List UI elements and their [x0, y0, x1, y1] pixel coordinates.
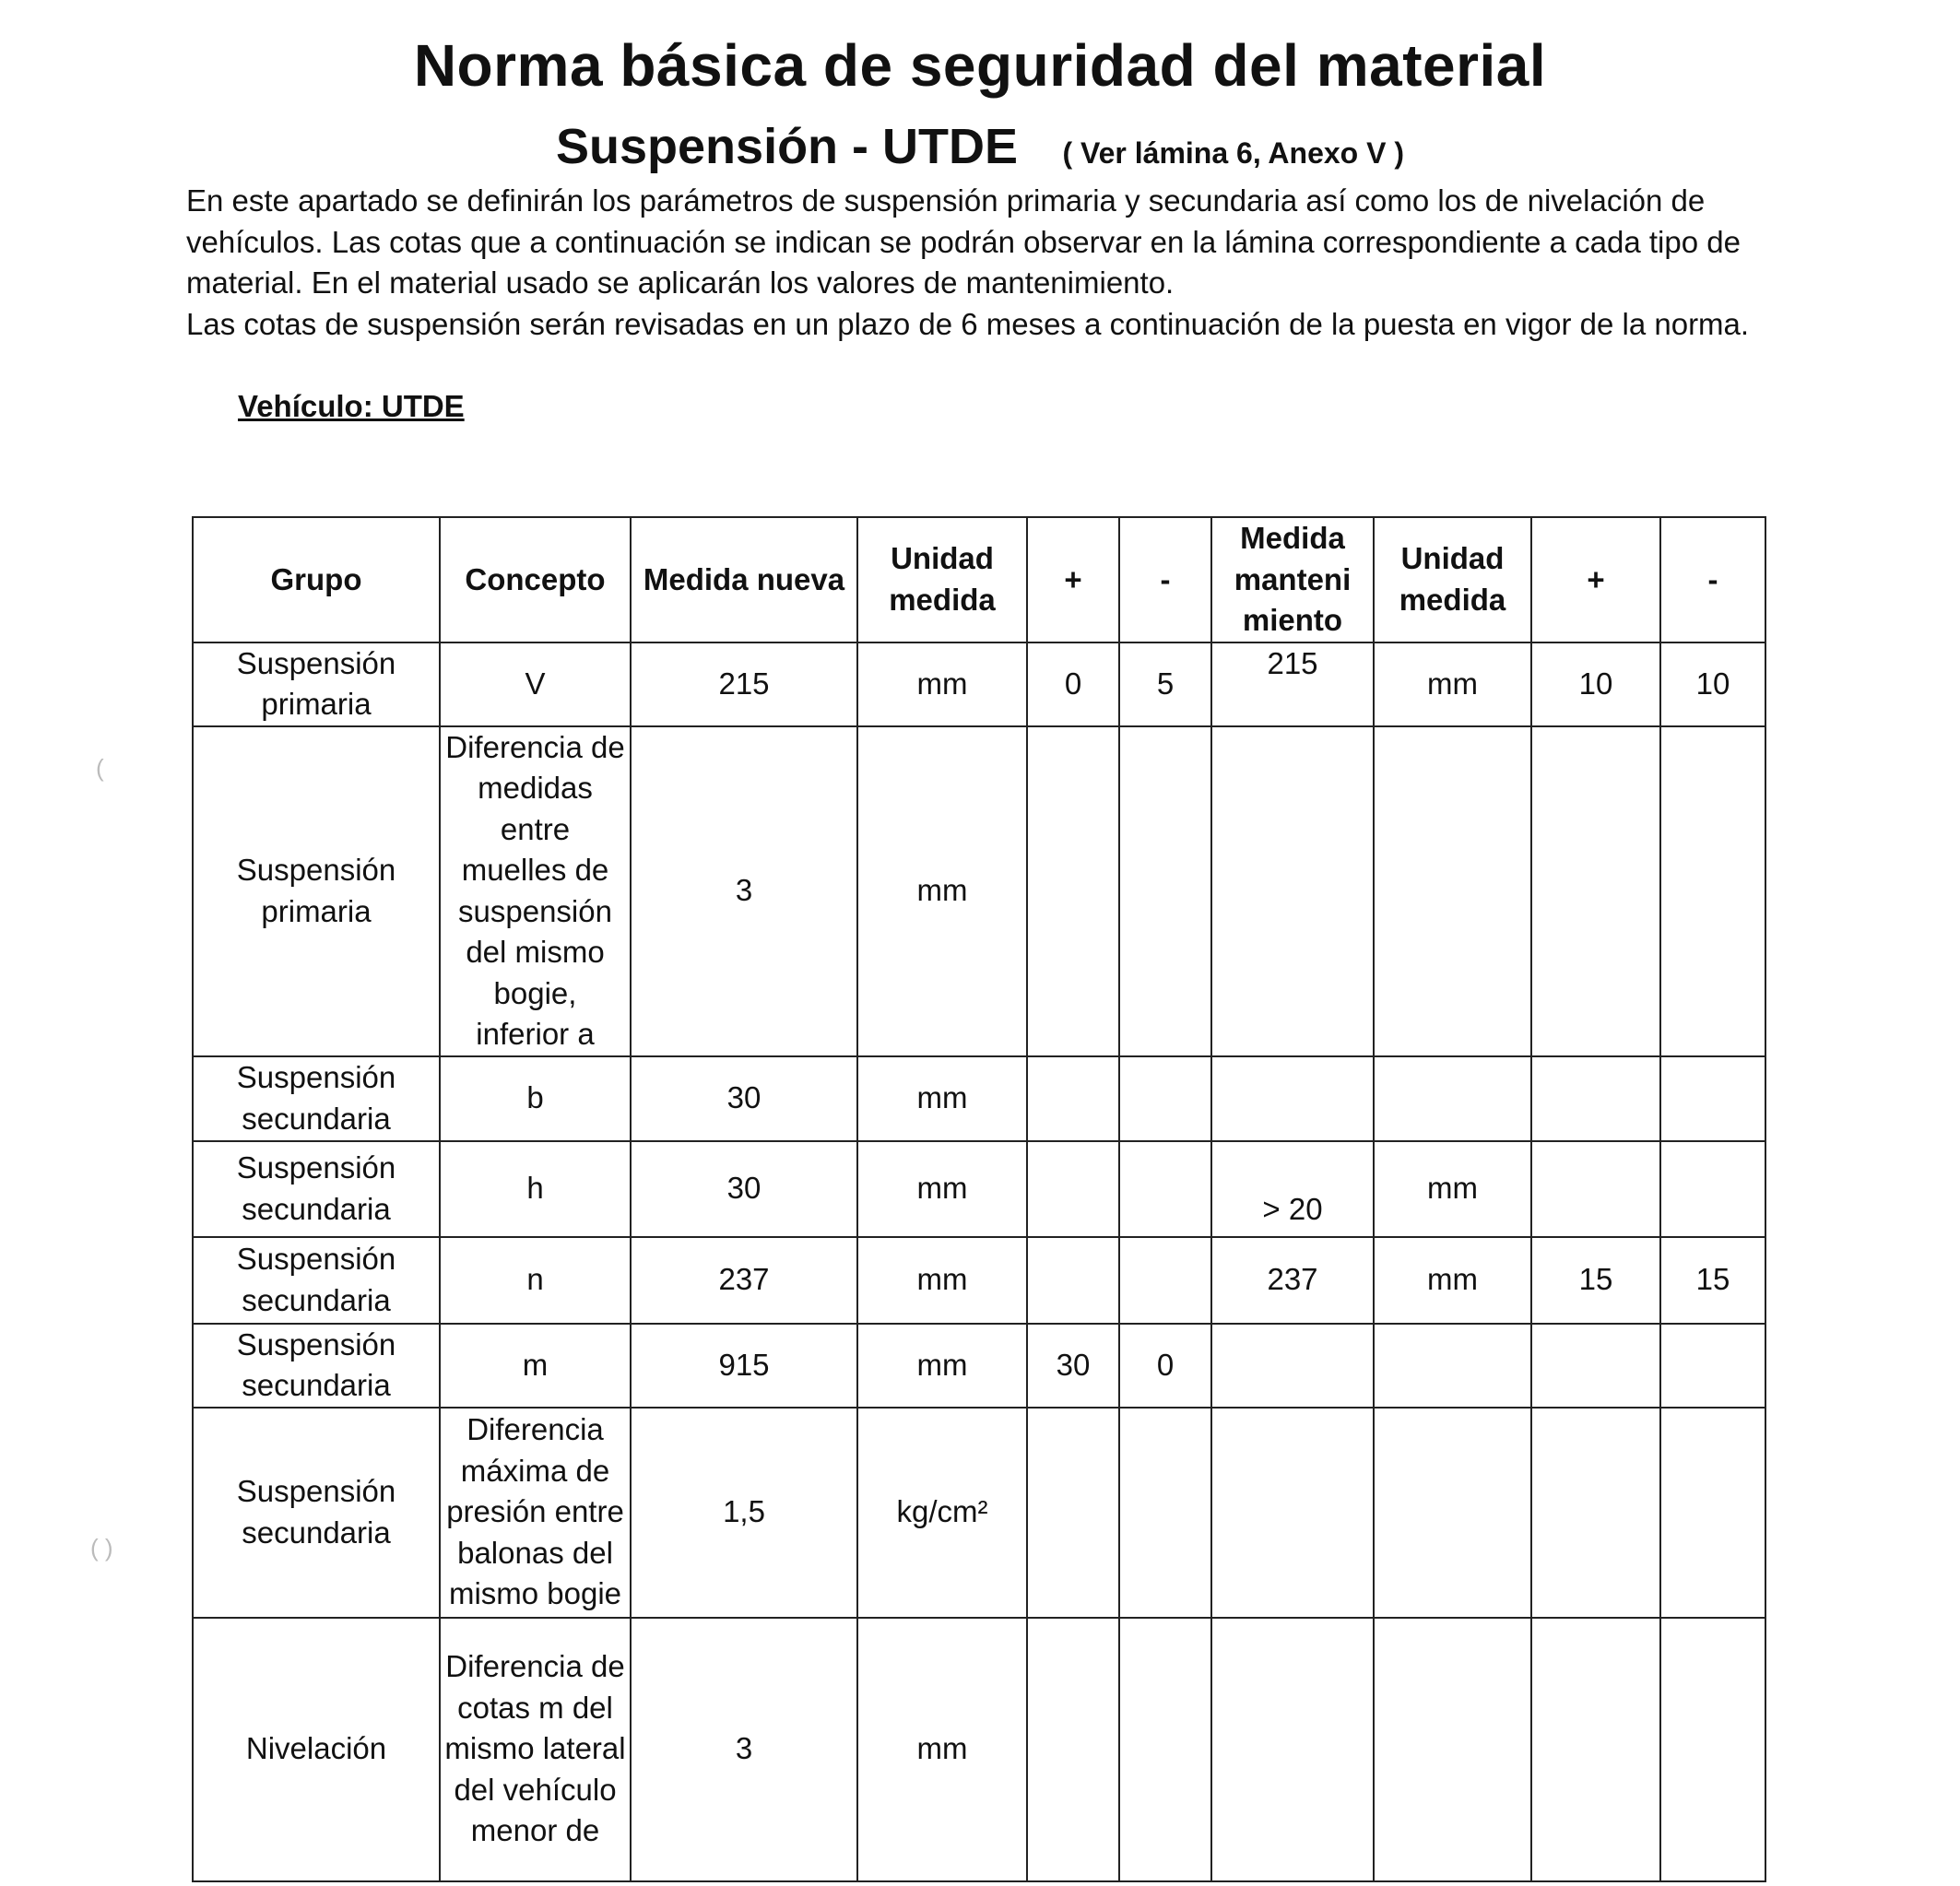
cell-medida-mantenimiento: 215 [1211, 642, 1374, 726]
cell-grupo: Suspensión secundaria [193, 1141, 440, 1237]
cell-medida-mantenimiento: 237 [1211, 1237, 1374, 1324]
cell-medida-mantenimiento: > 20 [1211, 1141, 1374, 1237]
header-medida-mantenimiento: Medida manteni miento [1211, 517, 1374, 642]
cell-medida-nueva: 3 [631, 726, 857, 1056]
table-row [193, 1618, 1765, 1881]
cell-plus [1027, 1237, 1119, 1324]
cell-minus-mantenimiento: 10 [1660, 642, 1765, 726]
header-grupo: Grupo [193, 517, 440, 642]
table-row [193, 642, 1765, 726]
header-plus-mantenimiento: + [1531, 517, 1660, 642]
cell-unidad: mm [857, 1237, 1027, 1324]
cell-unidad-mantenimiento [1374, 1056, 1531, 1141]
cell-medida-mantenimiento [1211, 1408, 1374, 1618]
cell-plus-mantenimiento: 15 [1531, 1237, 1660, 1324]
cell-plus [1027, 1141, 1119, 1237]
cell-plus-mantenimiento: 10 [1531, 642, 1660, 726]
cell-unidad: mm [857, 1618, 1027, 1881]
header-concepto: Concepto [440, 517, 631, 642]
cell-medida-nueva: 3 [631, 1618, 857, 1881]
cell-minus-mantenimiento [1660, 1056, 1765, 1141]
table-header-row [193, 517, 1765, 642]
cell-medida-mantenimiento [1211, 1324, 1374, 1408]
cell-minus: 0 [1119, 1324, 1211, 1408]
cell-plus [1027, 1056, 1119, 1141]
cell-grupo: Suspensión secundaria [193, 1408, 440, 1618]
cell-unidad-mantenimiento [1374, 1618, 1531, 1881]
cell-unidad: mm [857, 642, 1027, 726]
cell-grupo: Suspensión secundaria [193, 1056, 440, 1141]
cell-unidad-mantenimiento: mm [1374, 1141, 1531, 1237]
cell-medida-nueva: 915 [631, 1324, 857, 1408]
cell-unidad-mantenimiento: mm [1374, 642, 1531, 726]
cell-minus [1119, 1056, 1211, 1141]
cell-unidad-mantenimiento: mm [1374, 1237, 1531, 1324]
suspension-table [192, 516, 1766, 1882]
cell-medida-mantenimiento [1211, 1056, 1374, 1141]
cell-plus-mantenimiento [1531, 726, 1660, 1056]
cell-concepto: V [440, 642, 631, 726]
cell-minus-mantenimiento [1660, 1408, 1765, 1618]
cell-unidad: mm [857, 1324, 1027, 1408]
cell-concepto: b [440, 1056, 631, 1141]
cell-medida-nueva: 30 [631, 1056, 857, 1141]
cell-minus [1119, 1141, 1211, 1237]
cell-grupo: Suspensión primaria [193, 726, 440, 1056]
page-title: Norma básica de seguridad del material [413, 32, 1547, 99]
scan-mark: ( ) [90, 1534, 113, 1562]
cell-grupo: Suspensión secundaria [193, 1324, 440, 1408]
cell-concepto: n [440, 1237, 631, 1324]
intro-paragraph-1: En este apartado se definirán los parámetros de suspensión primaria y secundaria así como los de nivelación de vehículos. Las cotas que a continuación se indican se podrán observar en la lámina correspondiente a cada tipo de material. En el material usado se aplicarán los valores de mantenimiento. [186, 183, 1741, 300]
table-row [193, 1324, 1765, 1408]
header-plus: + [1027, 517, 1119, 642]
header-unidad-medida: Unidad medida [857, 517, 1027, 642]
cell-plus-mantenimiento [1531, 1408, 1660, 1618]
cell-plus-mantenimiento [1531, 1141, 1660, 1237]
cell-grupo: Suspensión primaria [193, 642, 440, 726]
cell-plus: 30 [1027, 1324, 1119, 1408]
cell-plus [1027, 726, 1119, 1056]
cell-concepto: Diferencia de cotas m del mismo lateral del vehículo menor de [440, 1618, 631, 1881]
cell-unidad-mantenimiento [1374, 1324, 1531, 1408]
cell-medida-mantenimiento [1211, 1618, 1374, 1881]
cell-unidad-mantenimiento [1374, 726, 1531, 1056]
header-unidad-medida-mantenimiento: Unidad medida [1374, 517, 1531, 642]
cell-concepto: Diferencia de medidas entre muelles de suspensión del mismo bogie, inferior a [440, 726, 631, 1056]
cell-minus [1119, 1618, 1211, 1881]
cell-minus [1119, 726, 1211, 1056]
cell-unidad: mm [857, 726, 1027, 1056]
subtitle-row [0, 118, 1960, 175]
table-row [193, 1408, 1765, 1618]
cell-plus-mantenimiento [1531, 1056, 1660, 1141]
cell-unidad-mantenimiento [1374, 1408, 1531, 1618]
subtitle-reference: ( Ver lámina 6, Anexo V ) [1062, 136, 1404, 170]
cell-plus-mantenimiento [1531, 1324, 1660, 1408]
cell-grupo: Nivelación [193, 1618, 440, 1881]
table-row [193, 1141, 1765, 1237]
cell-plus [1027, 1618, 1119, 1881]
table-row [193, 1056, 1765, 1141]
cell-minus-mantenimiento [1660, 726, 1765, 1056]
cell-grupo: Suspensión secundaria [193, 1237, 440, 1324]
cell-minus-mantenimiento [1660, 1618, 1765, 1881]
section-subtitle: Suspensión - UTDE [556, 119, 1019, 174]
cell-minus [1119, 1237, 1211, 1324]
cell-plus [1027, 1408, 1119, 1618]
cell-concepto: h [440, 1141, 631, 1237]
cell-unidad: mm [857, 1056, 1027, 1141]
cell-concepto: m [440, 1324, 631, 1408]
intro-text [186, 181, 1809, 345]
table-row [193, 1237, 1765, 1324]
table-row [193, 726, 1765, 1056]
cell-unidad: mm [857, 1141, 1027, 1237]
cell-medida-nueva: 237 [631, 1237, 857, 1324]
header-minus-mantenimiento: - [1660, 517, 1765, 642]
cell-unidad: kg/cm² [857, 1408, 1027, 1618]
vehicle-label: Vehículo: UTDE [238, 389, 465, 423]
header-minus: - [1119, 517, 1211, 642]
cell-concepto: Diferencia máxima de presión entre balonas del mismo bogie [440, 1408, 631, 1618]
cell-medida-nueva: 1,5 [631, 1408, 857, 1618]
cell-minus-mantenimiento [1660, 1141, 1765, 1237]
cell-medida-nueva: 215 [631, 642, 857, 726]
cell-minus: 5 [1119, 642, 1211, 726]
cell-minus [1119, 1408, 1211, 1618]
cell-minus-mantenimiento [1660, 1324, 1765, 1408]
cell-medida-nueva: 30 [631, 1141, 857, 1237]
header-medida-nueva: Medida nueva [631, 517, 857, 642]
scan-mark: ( [96, 754, 104, 782]
intro-paragraph-2: Las cotas de suspensión serán revisadas en un plazo de 6 meses a continuación de la puesta en vigor de la norma. [186, 306, 1750, 341]
cell-medida-mantenimiento [1211, 726, 1374, 1056]
cell-plus: 0 [1027, 642, 1119, 726]
cell-minus-mantenimiento: 15 [1660, 1237, 1765, 1324]
cell-plus-mantenimiento [1531, 1618, 1660, 1881]
